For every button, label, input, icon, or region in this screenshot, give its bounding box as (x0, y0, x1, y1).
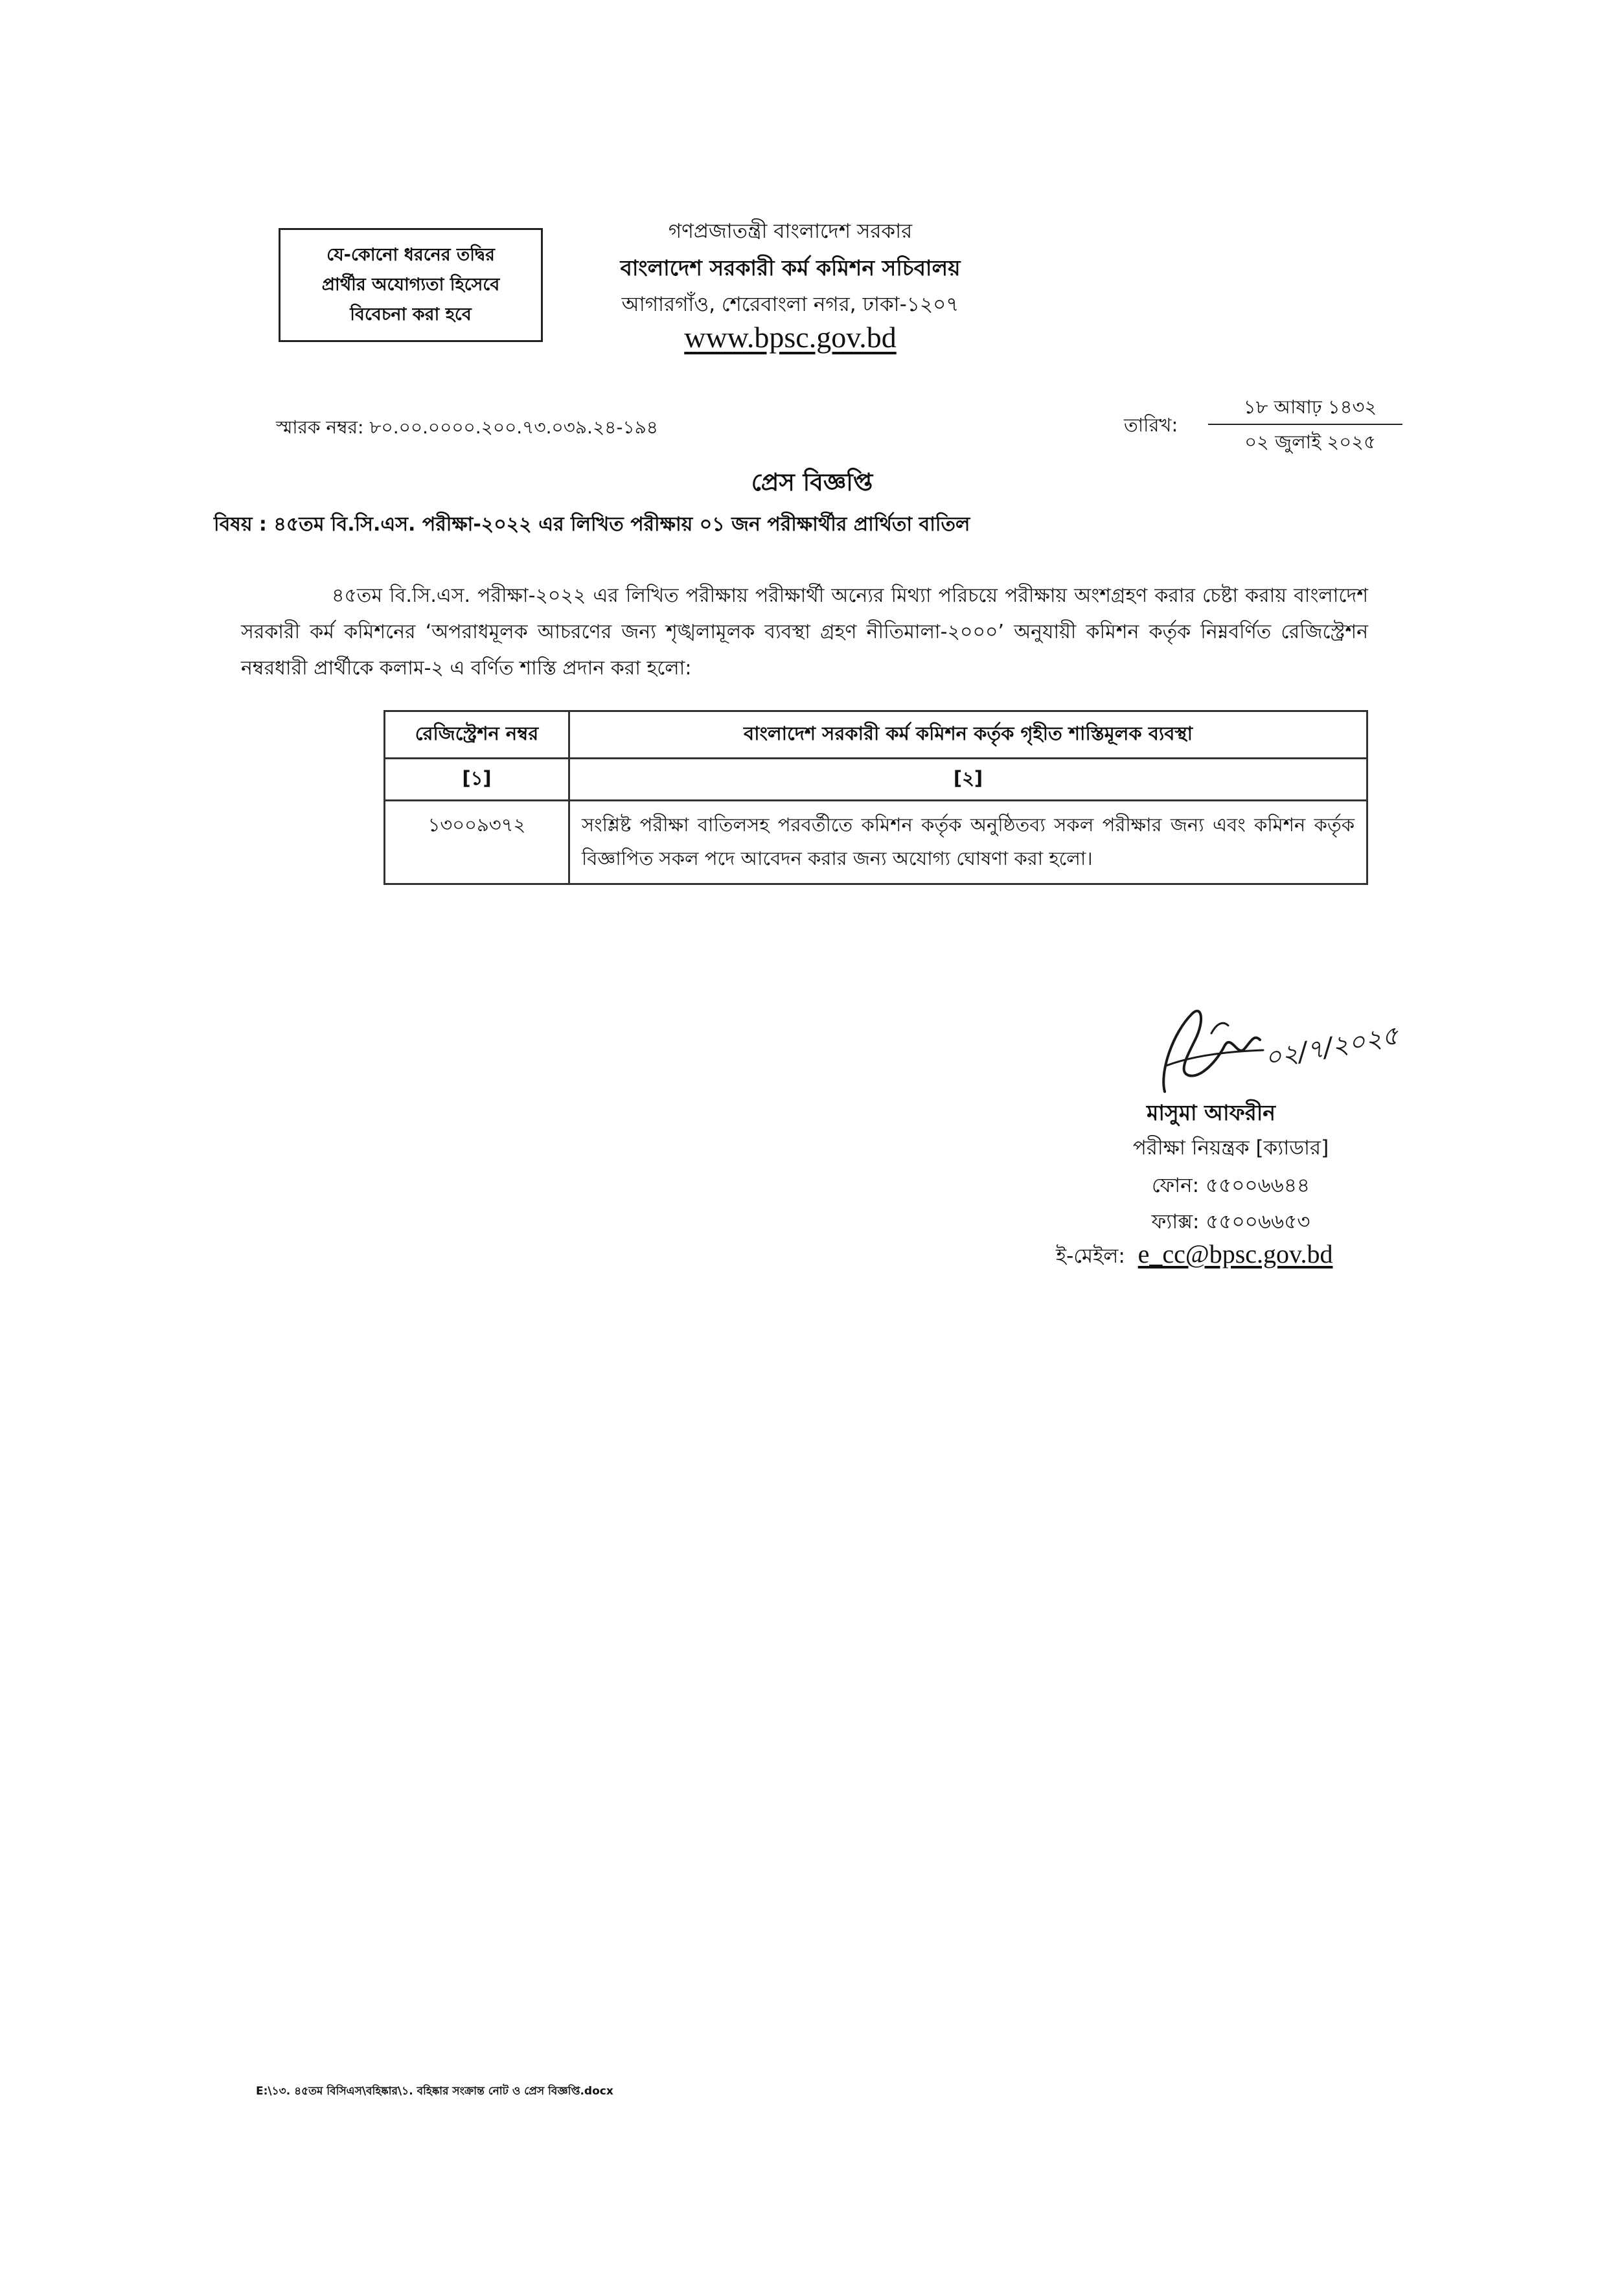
penalty-action: সংশ্লিষ্ট পরীক্ষা বাতিলসহ পরবর্তীতে কমিশন কর্তৃক অনুষ্ঠিতব্য সকল পরীক্ষার জন্য এবং কমিশন কর্তৃক বিজ্ঞাপিত সকল পদে আবেদন করার জন্য অযোগ্য ঘোষণা করা হলো। (569, 801, 1367, 884)
signatory-designation: পরীক্ষা নিয়ন্ত্রক [ক্যাডার] (1132, 1136, 1329, 1160)
penalty-table (383, 710, 1368, 885)
email-label: ই-মেইল: (1056, 1245, 1125, 1268)
date-bangla: ১৮ আষাঢ় ১৪৩২ (1243, 396, 1377, 418)
signatory-fax: ফ্যাক্স: ৫৫০০৬৬৫৩ (1151, 1210, 1310, 1234)
government-name: গণপ্রজাতন্ত্রী বাংলাদেশ সরকার (668, 220, 913, 243)
date-divider (1208, 424, 1402, 425)
office-name: বাংলাদেশ সরকারী কর্ম কমিশন সচিবালয় (620, 255, 961, 281)
footer-file-path: E:\১৩. ৪৫তম বিসিএস\বহিষ্কার\১. বহিষ্কার সংক্রান্ত নোট ও প্রেস বিজ্ঞপ্তি.docx (256, 2085, 613, 2098)
notice-box (279, 228, 543, 342)
notice-line-1: যে-কোনো ধরনের তদ্বির (326, 245, 495, 265)
email-link[interactable]: e_cc@bpsc.gov.bd (1138, 1239, 1333, 1268)
date-gregorian: ০২ জুলাই ২০২৫ (1244, 431, 1376, 453)
header-action: বাংলাদেশ সরকারী কর্ম কমিশন কর্তৃক গৃহীত শাস্তিমূলক ব্যবস্থা (569, 711, 1367, 759)
memo-label: স্মারক নম্বর: (276, 417, 364, 438)
table-row (385, 801, 1367, 884)
signatory-name: মাসুমা আফরীন (1147, 1100, 1275, 1125)
signature-image (1140, 994, 1412, 1098)
signatory-phone: ফোন: ৫৫০০৬৬৪৪ (1151, 1174, 1310, 1197)
office-address: আগারগাঁও, শেরেবাংলা নগর, ঢাকা-১২০৭ (621, 293, 959, 316)
signature-date-text: ০২/৭/২০২৫ (1262, 1020, 1401, 1073)
subject-line: বিষয় : ৪৫তম বি.সি.এস. পরীক্ষা-২০২২ এর লিখিত পরীক্ষায় ০১ জন পরীক্ষার্থীর প্রার্থিতা বাতিল (214, 513, 970, 536)
signatory-email (1056, 1239, 1332, 1274)
memo-number (276, 413, 658, 444)
column-number-1: [১] (385, 759, 569, 801)
body-paragraph: ৪৫তম বি.সি.এস. পরীক্ষা-২০২২ এর লিখিত পরীক্ষায় পরীক্ষার্থী অন্যের মিথ্যা পরিচয়ে পরীক্ষায় অংশগ্রহণ করার চেষ্টা করায় বাংলাদেশ সরকারী কর্ম কমিশনের ‘অপরাধমূলক আচরণের জন্য শৃঙ্খলামূলক ব্যবস্থা গ্রহণ নীতিমালা-২০০০’ অনুযায়ী কমিশন কর্তৃক নিম্নবর্ণিত রেজিস্ট্রেশন নম্বরধারী প্রার্থীকে কলাম-২ এ বর্ণিত শাস্তি প্রদান করা হলো: (241, 584, 1368, 680)
date-label: তারিখ: (1124, 414, 1178, 436)
notice-line-2: প্রার্থীর অযোগ্যতা হিসেবে (321, 275, 500, 295)
notice-line-3: বিবেচনা করা হবে (350, 304, 472, 325)
registration-number: ১৩০০৯৩৭২ (385, 801, 569, 884)
header-registration: রেজিস্ট্রেশন নম্বর (385, 711, 569, 759)
page-title: প্রেস বিজ্ঞপ্তি (751, 468, 873, 496)
table-column-number-row (385, 759, 1367, 801)
column-number-2: [২] (569, 759, 1367, 801)
website-link[interactable]: www.bpsc.gov.bd (684, 321, 897, 354)
memo-value: ৮০.০০.০০০০.২০০.৭৩.০৩৯.২৪-১৯৪ (369, 417, 658, 438)
table-header-row (385, 711, 1367, 759)
